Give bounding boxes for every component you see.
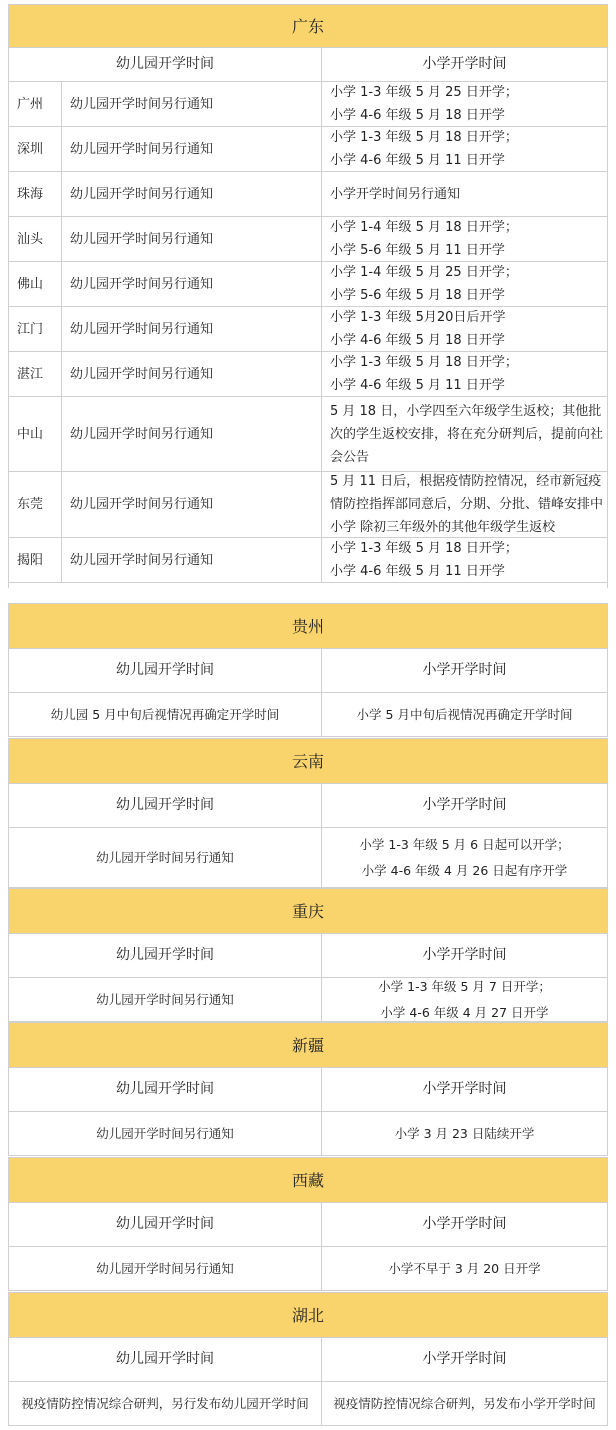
kindergarten-time: 幼儿园开学时间另行通知: [9, 978, 322, 1021]
table-row: [9, 307, 607, 352]
table-row: [9, 538, 607, 583]
primary-school-time-line: 小学 5-6 年级 5 月 18 日开学: [330, 288, 505, 303]
primary-school-time-line: 5 月 18 日，小学四至六年级学生返校；其他批: [330, 403, 602, 419]
city-name: 广州: [9, 82, 62, 126]
guangdong-table: [8, 4, 608, 588]
table-row: [9, 693, 607, 737]
column-header-row: [9, 1203, 607, 1247]
column-header-row: [9, 784, 607, 828]
province-title-row: [9, 4, 607, 48]
kindergarten-time: 幼儿园 5 月中旬后视情况再确定开学时间: [9, 693, 322, 736]
primary-school-time: [322, 1247, 607, 1290]
primary-school-time: [322, 472, 607, 537]
primary-school-time: [322, 397, 607, 471]
province-table: [8, 1157, 608, 1291]
province-title: 重庆: [291, 901, 324, 921]
kindergarten-time: 幼儿园开学时间另行通知: [9, 1112, 322, 1155]
kindergarten-header: 幼儿园开学时间: [9, 1203, 322, 1246]
primary-school-time: [322, 538, 607, 582]
kindergarten-time: 幼儿园开学时间另行通知: [9, 1247, 322, 1290]
primary-school-time-line: 小学开学时间另行通知: [330, 186, 461, 202]
primary-school-time: [322, 828, 607, 887]
table-row: [9, 978, 607, 1022]
kindergarten-time: 幼儿园开学时间另行通知: [62, 352, 322, 396]
primary-school-time: [322, 978, 607, 1021]
city-name: 汕头: [9, 217, 62, 261]
primary-school-time: [322, 217, 607, 261]
province-title: 新疆: [291, 1035, 324, 1055]
province-title-row: [9, 1292, 607, 1338]
primary-school-time: [322, 82, 607, 126]
province-title-row: [9, 738, 607, 784]
table-row: [9, 82, 607, 127]
table-row: [9, 1247, 607, 1291]
primary-school-time-line: 小学 4-6 年级 5 月 18 日开学: [330, 108, 505, 123]
primary-school-time: [322, 127, 607, 171]
column-header-row: [9, 934, 607, 978]
kindergarten-time: 幼儿园开学时间另行通知: [62, 472, 322, 537]
province-title-row: [9, 1022, 607, 1068]
table-row: [9, 472, 607, 538]
city-name: 江门: [9, 307, 62, 351]
primary-school-time-line: 小学 1-3 年级 5 月 6 日起可以开学；: [359, 836, 570, 852]
primary-school-time-line: 小学 4-6 年级 5 月 18 日开学: [330, 333, 505, 348]
city-name: 揭阳: [9, 538, 62, 582]
table-row: [9, 397, 607, 472]
primary-school-time-line: 小学 1-3 年级 5 月 18 日开学；: [330, 355, 518, 370]
primary-school-time: [322, 307, 607, 351]
primary-school-time: [322, 693, 607, 736]
kindergarten-time: 幼儿园开学时间另行通知: [62, 127, 322, 171]
primary-school-time-line: 小学 4-6 年级 5 月 11 日开学: [330, 153, 505, 168]
kindergarten-header: 幼儿园开学时间: [9, 649, 322, 692]
province-table: [8, 738, 608, 888]
kindergarten-header: 幼儿园开学时间: [9, 1338, 322, 1381]
table-row: [9, 1382, 607, 1426]
primary-school-header: 小学开学时间: [422, 1081, 507, 1097]
city-name: 佛山: [9, 262, 62, 306]
primary-school-time-line: 小学 1-3 年级 5 月 18 日开学；: [330, 541, 518, 556]
primary-school-time-line: 小学 4-6 年级 4 月 26 日起有序开学: [361, 862, 568, 878]
primary-school-time: [322, 1112, 607, 1155]
kindergarten-time: 幼儿园开学时间另行通知: [9, 828, 322, 887]
province-table: [8, 1292, 608, 1426]
province-title-row: [9, 603, 607, 649]
kindergarten-time: 幼儿园开学时间另行通知: [62, 538, 322, 582]
primary-school-time-line: 小学不早于 3 月 20 日开学: [388, 1261, 541, 1276]
kindergarten-header: 幼儿园开学时间: [9, 48, 322, 81]
primary-school-time-line: 视疫情防控情况综合研判，另发布小学开学时间: [333, 1396, 596, 1411]
primary-school-time-line: 小学 除初三年级外的其他年级学生返校: [330, 520, 556, 535]
column-header-row: [9, 1068, 607, 1112]
column-header-row: [9, 48, 607, 82]
city-name: 深圳: [9, 127, 62, 171]
kindergarten-header: 幼儿园开学时间: [9, 1068, 322, 1111]
primary-school-time-line: 情防控指挥部同意后，分期、分批、错峰安排中: [330, 497, 604, 512]
city-name: 湛江: [9, 352, 62, 396]
primary-school-time-line: 小学 1-3 年级 5 月 7 日开学；: [378, 978, 551, 994]
column-header-row: [9, 649, 607, 693]
primary-school-time-line: 会公告: [330, 449, 370, 465]
kindergarten-time: 视疫情防控情况综合研判，另行发布幼儿园开学时间: [9, 1382, 322, 1425]
province-title-row: [9, 888, 607, 934]
primary-school-time: [322, 172, 607, 216]
province-title-row: [9, 1157, 607, 1203]
province-table: [8, 888, 608, 1022]
table-row: [9, 1112, 607, 1156]
primary-school-time-line: 次的学生返校安排，将在充分研判后，提前向社: [330, 426, 604, 442]
table-row: [9, 127, 607, 172]
primary-school-time-line: 小学 4-6 年级 4 月 27 日开学: [380, 1004, 549, 1020]
kindergarten-time: 幼儿园开学时间另行通知: [62, 82, 322, 126]
primary-school-time: [322, 262, 607, 306]
primary-school-time-line: 小学 1-4 年级 5 月 18 日开学；: [330, 220, 518, 235]
province-title: 贵州: [291, 616, 324, 636]
province-table: [8, 1022, 608, 1156]
primary-school-time-line: 小学 4-6 年级 5 月 11 日开学: [330, 564, 505, 579]
province-title: 湖北: [291, 1305, 324, 1325]
primary-school-header: 小学开学时间: [422, 1351, 507, 1367]
primary-school-time-line: 小学 4-6 年级 5 月 11 日开学: [330, 378, 505, 393]
kindergarten-header: 幼儿园开学时间: [9, 784, 322, 827]
table-row: [9, 262, 607, 307]
table-row: [9, 352, 607, 397]
kindergarten-time: 幼儿园开学时间另行通知: [62, 397, 322, 471]
city-name: 珠海: [9, 172, 62, 216]
province-title: 广东: [291, 16, 324, 36]
kindergarten-time: 幼儿园开学时间另行通知: [62, 307, 322, 351]
primary-school-time: [322, 352, 607, 396]
primary-school-time-line: 小学 1-3 年级 5月20日后开学: [330, 310, 506, 325]
primary-school-time-line: 小学 3 月 23 日陆续开学: [394, 1126, 535, 1141]
primary-school-time-line: 小学 1-3 年级 5 月 18 日开学；: [330, 130, 518, 145]
kindergarten-time: 幼儿园开学时间另行通知: [62, 172, 322, 216]
column-header-row: [9, 1338, 607, 1382]
table-row: [9, 217, 607, 262]
primary-school-header: 小学开学时间: [422, 1216, 507, 1232]
city-name: 中山: [9, 397, 62, 471]
table-row: [9, 828, 607, 888]
primary-school-time-line: 小学 5 月中旬后视情况再确定开学时间: [356, 707, 573, 722]
primary-school-time-line: 小学 1-4 年级 5 月 25 日开学；: [330, 265, 518, 280]
primary-school-header: 小学开学时间: [422, 56, 507, 72]
kindergarten-time: 幼儿园开学时间另行通知: [62, 217, 322, 261]
primary-school-time-line: 5 月 11 日后，根据疫情防控情况，经市新冠疫: [330, 474, 602, 489]
province-title: 云南: [291, 751, 324, 771]
primary-school-header: 小学开学时间: [422, 797, 507, 813]
primary-school-time: [322, 1382, 607, 1425]
table-row: [9, 172, 607, 217]
primary-school-time-line: 小学 5-6 年级 5 月 11 日开学: [330, 243, 505, 258]
kindergarten-header: 幼儿园开学时间: [9, 934, 322, 977]
province-title: 西藏: [291, 1170, 324, 1190]
city-name: 东莞: [9, 472, 62, 537]
primary-school-time-line: 小学 1-3 年级 5 月 25 日开学；: [330, 85, 518, 100]
primary-school-header: 小学开学时间: [422, 947, 507, 963]
province-table: [8, 603, 608, 737]
primary-school-header: 小学开学时间: [422, 662, 507, 678]
kindergarten-time: 幼儿园开学时间另行通知: [62, 262, 322, 306]
